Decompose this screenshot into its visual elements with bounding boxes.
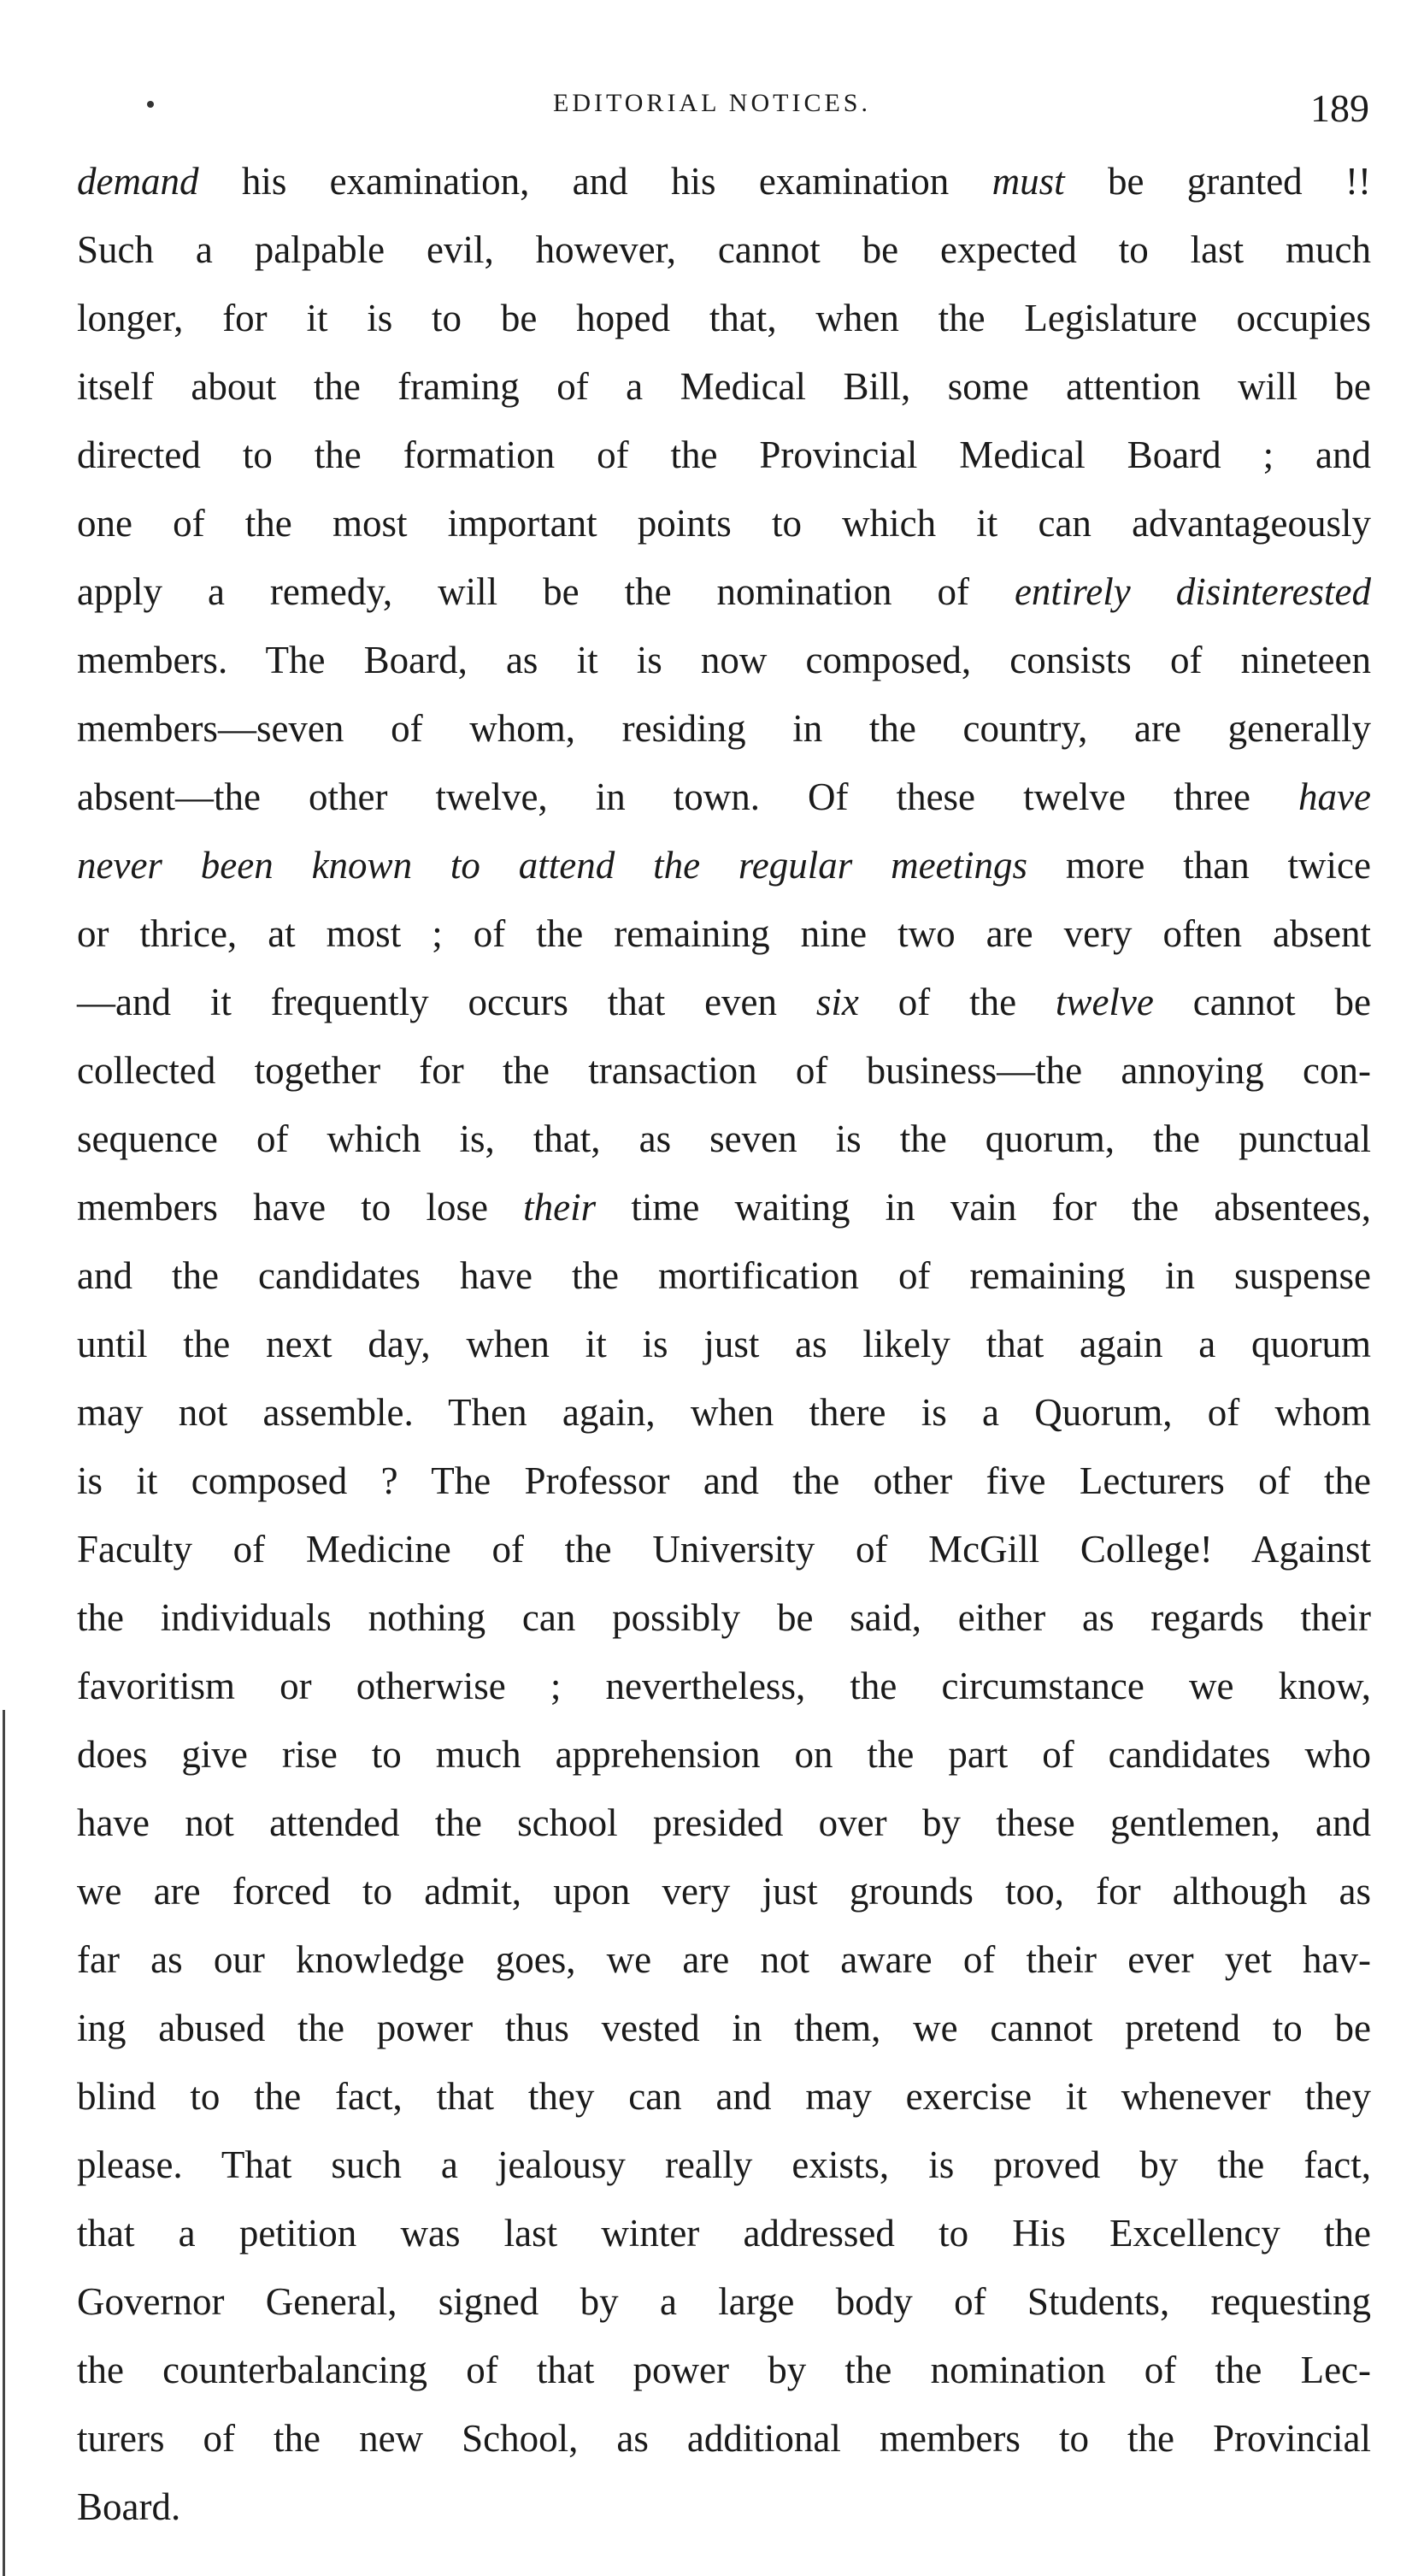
italic-text: twelve	[1055, 981, 1154, 1023]
text-segment: cannot be	[1153, 981, 1372, 1023]
text-line	[77, 763, 1371, 831]
text-segment: —and it frequently occurs that even	[77, 981, 816, 1023]
page-edge-line	[3, 1710, 5, 2576]
text-segment: sequence of which is, that, as seven is the quorum, the punctual	[77, 1117, 1371, 1160]
text-segment: collected together for the transaction of business—the annoying con-	[77, 1049, 1371, 1092]
body-text	[77, 147, 1371, 2541]
text-segment: we are forced to admit, upon very just grounds too, for although as	[77, 1870, 1371, 1913]
text-line	[77, 1036, 1371, 1105]
text-line	[77, 2131, 1371, 2199]
italic-text: their	[523, 1186, 597, 1229]
italic-text: entirely disinterested	[1014, 570, 1371, 613]
text-line	[77, 1378, 1371, 1447]
text-segment: favoritism or otherwise ; nevertheless, the circumstance we know,	[77, 1665, 1371, 1707]
text-line	[77, 1857, 1371, 1925]
text-segment: one of the most important points to which it can advantageously	[77, 502, 1371, 545]
text-segment: or thrice, at most ; of the remaining nine two are very often absent	[77, 912, 1371, 955]
text-segment: directed to the formation of the Provincial Medical Board ; and	[77, 433, 1371, 476]
text-line	[77, 1789, 1371, 1857]
text-line	[77, 147, 1371, 215]
text-segment: be granted !!	[1064, 160, 1371, 203]
text-segment: and the candidates have the mortification of remaining in suspense	[77, 1254, 1371, 1297]
text-line	[77, 1310, 1371, 1378]
text-line	[77, 215, 1371, 284]
text-line	[77, 694, 1371, 763]
text-line	[77, 557, 1371, 626]
text-segment: longer, for it is to be hoped that, when the Legislature occupies	[77, 297, 1371, 339]
text-segment: please. That such a jealousy really exists, is proved by the fact,	[77, 2143, 1371, 2186]
text-segment: far as our knowledge goes, we are not aware of their ever yet hav-	[77, 1938, 1371, 1981]
text-line	[77, 1241, 1371, 1310]
text-line	[77, 2062, 1371, 2131]
text-line	[77, 1583, 1371, 1652]
text-line	[77, 968, 1371, 1036]
italic-text: must	[992, 160, 1065, 203]
text-segment: may not assemble. Then again, when there is a Quorum, of whom	[77, 1391, 1371, 1434]
running-head: EDITORIAL NOTICES.	[553, 89, 871, 117]
text-segment: apply a remedy, will be the nomination of	[77, 570, 1015, 613]
text-line	[77, 2267, 1371, 2336]
text-segment: members. The Board, as it is now composed, consists of nineteen	[77, 639, 1371, 681]
text-line	[77, 284, 1371, 352]
text-line	[77, 1994, 1371, 2062]
text-segment: the individuals nothing can possibly be said, either as regards their	[77, 1596, 1371, 1639]
text-segment: that a petition was last winter addressed to His Excellency the	[77, 2212, 1371, 2255]
text-segment: his examination, and his examination	[198, 160, 992, 203]
text-line	[77, 1515, 1371, 1583]
text-segment: is it composed ? The Professor and the other five Lecturers of the	[77, 1459, 1371, 1502]
text-segment: Such a palpable evil, however, cannot be expected to last much	[77, 228, 1371, 271]
text-line	[77, 2336, 1371, 2404]
text-line	[77, 1173, 1371, 1241]
text-line	[77, 1720, 1371, 1789]
text-segment: of the	[858, 981, 1056, 1023]
text-line	[77, 1105, 1371, 1173]
text-segment: turers of the new School, as additional members to the Provincial	[77, 2417, 1371, 2460]
text-segment: until the next day, when it is just as likely that again a quorum	[77, 1323, 1371, 1365]
text-segment: Board.	[77, 2485, 181, 2528]
text-line	[77, 2199, 1371, 2267]
text-segment: absent—the other twelve, in town. Of these twelve three	[77, 775, 1299, 818]
text-segment: itself about the framing of a Medical Bill, some attention will be	[77, 365, 1371, 408]
text-line	[77, 352, 1371, 421]
text-segment: the counterbalancing of that power by the nomination of the Lec-	[77, 2349, 1371, 2391]
page-header	[0, 85, 1424, 137]
text-line	[77, 1447, 1371, 1515]
text-segment: Faculty of Medicine of the University of McGill College! Against	[77, 1528, 1371, 1571]
text-line	[77, 2404, 1371, 2473]
text-segment: more than twice	[1027, 844, 1371, 887]
text-segment: blind to the fact, that they can and may exercise it whenever they	[77, 2075, 1371, 2118]
text-line	[77, 1925, 1371, 1994]
text-segment: ing abused the power thus vested in them, we cannot pretend to be	[77, 2007, 1371, 2049]
text-segment: have not attended the school presided over by these gentlemen, and	[77, 1801, 1371, 1844]
text-line	[77, 489, 1371, 557]
text-line	[77, 2473, 1371, 2541]
text-line	[77, 1652, 1371, 1720]
text-line	[77, 421, 1371, 489]
text-segment: does give rise to much apprehension on the part of candidates who	[77, 1733, 1371, 1776]
italic-text: never been known to attend the regular meetings	[77, 844, 1028, 887]
text-line	[77, 626, 1371, 694]
text-segment: Governor General, signed by a large body of Students, requesting	[77, 2280, 1371, 2323]
italic-text: have	[1298, 775, 1371, 818]
italic-text: demand	[77, 160, 199, 203]
italic-text: six	[815, 981, 859, 1023]
text-segment: members—seven of whom, residing in the country, are generally	[77, 707, 1371, 750]
page-number: 189	[1310, 86, 1369, 130]
text-line	[77, 899, 1371, 968]
text-segment: time waiting in vain for the absentees,	[596, 1186, 1371, 1229]
text-segment: members have to lose	[77, 1186, 524, 1229]
text-line	[77, 831, 1371, 899]
